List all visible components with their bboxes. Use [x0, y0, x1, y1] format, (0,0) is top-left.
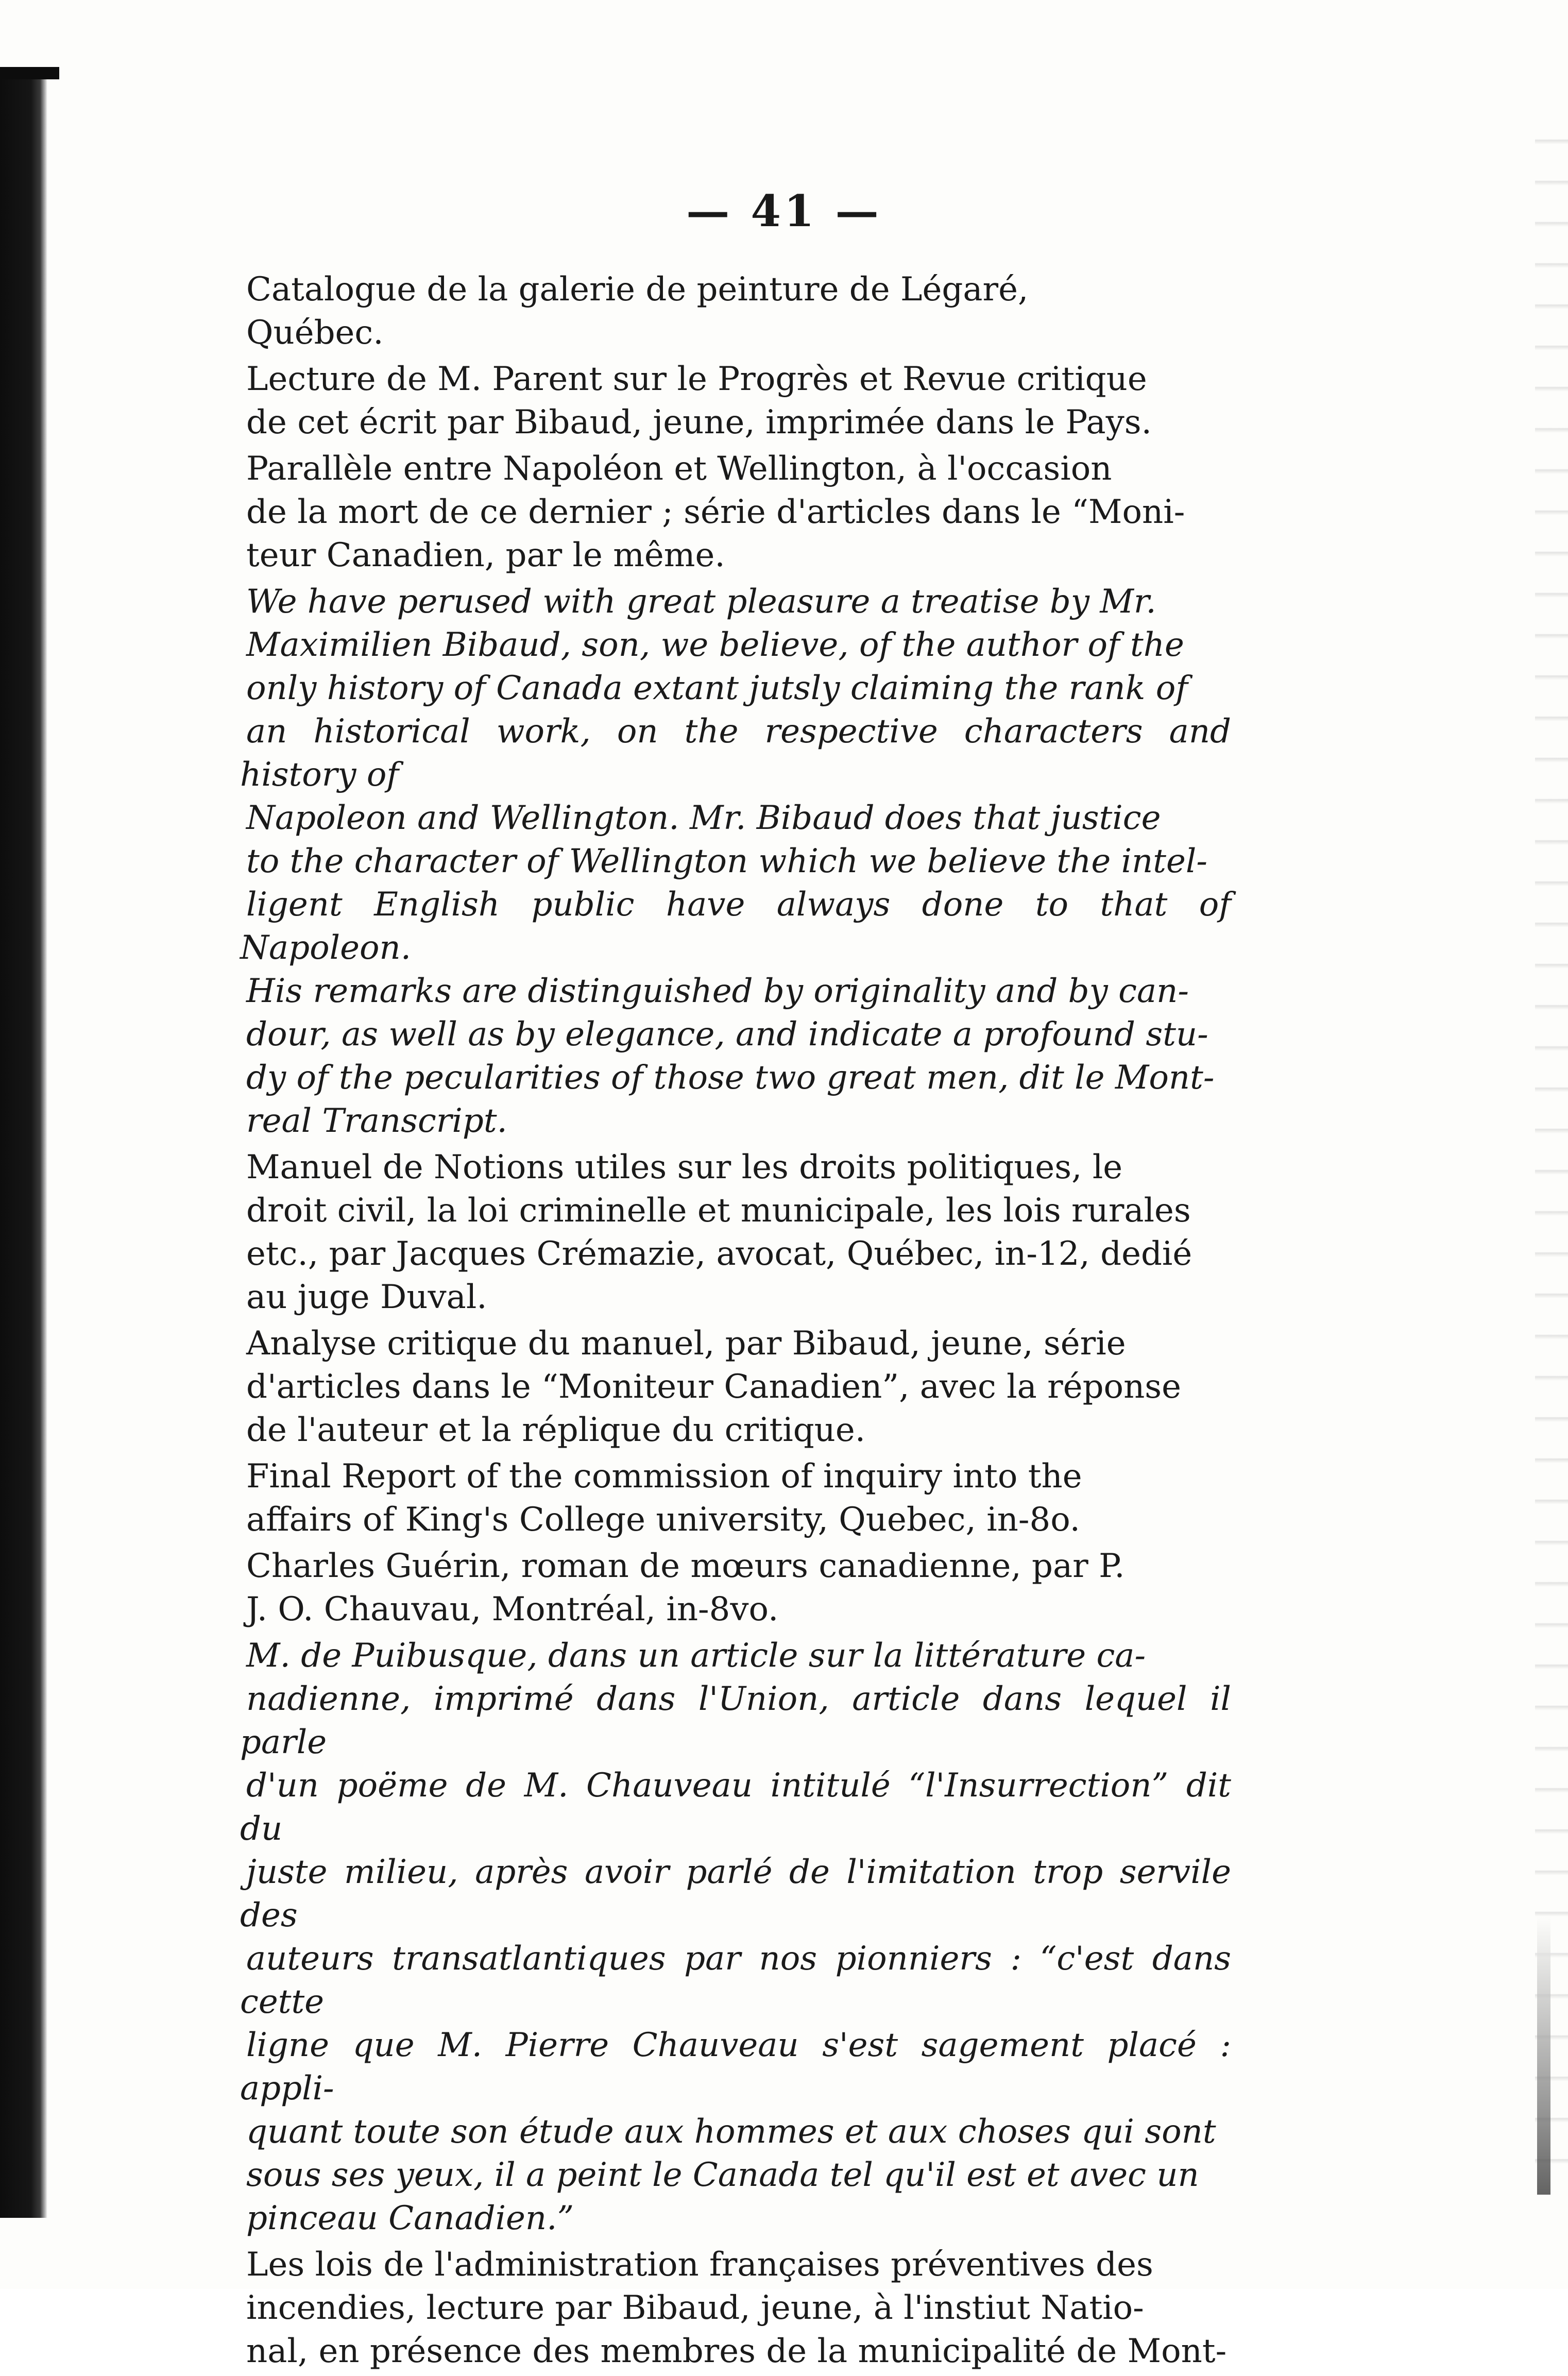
entry-4 — [240, 580, 1231, 1143]
entry-1-line-1: Catalogue de la galerie de peinture de Légaré, — [246, 270, 1029, 309]
entry-5-line-1: Manuel de Notions utiles sur les droits politiques, le — [246, 1148, 1123, 1186]
entry-9-line-3: d'un poëme de M. Chauveau intitulé “l'Insurrection” dit du — [240, 1767, 1231, 1848]
entry-4-line-6: to the character of Wellington which we believe the intel- — [246, 842, 1207, 880]
page-body — [240, 268, 1231, 2376]
left-binding-top-mark — [0, 67, 59, 79]
entry-9-line-1: M. de Puibusque, dans un article sur la littérature ca- — [246, 1637, 1146, 1675]
entry-1-line-2: Québec. — [246, 314, 384, 352]
entry-9-line-5: auteurs transatlantiques par nos pionniers : “c'est dans cette — [240, 1940, 1231, 2021]
entry-10-line-3: nal, en présence des membres de la municipalité de Mont- — [246, 2332, 1227, 2370]
entry-6-line-2: d'articles dans le “Moniteur Canadien”, avec la réponse — [246, 1368, 1181, 1406]
entry-2-line-2: de cet écrit par Bibaud, jeune, imprimée dans le Pays. — [246, 403, 1152, 442]
entry-5-line-3: etc., par Jacques Crémazie, avocat, Québec, in-12, dedié — [246, 1235, 1192, 1273]
entry-4-line-11: real Transcript. — [246, 1102, 507, 1140]
page-number: — 41 — — [686, 185, 882, 236]
entry-9-line-9: pinceau Canadien.” — [246, 2199, 574, 2237]
entry-4-line-2: Maximilien Bibaud, son, we believe, of the author of the — [246, 626, 1184, 664]
entry-7 — [246, 1455, 1231, 1541]
right-page-edge-shadow — [1537, 1916, 1550, 2195]
entry-4-line-9: dour, as well as by elegance, and indicate a profound stu- — [246, 1015, 1208, 1054]
entry-3-line-1: Parallèle entre Napoléon et Wellington, à l'occasion — [246, 450, 1112, 488]
entry-6-line-3: de l'auteur et la réplique du critique. — [246, 1411, 866, 1449]
entry-10-line-2: incendies, lecture par Bibaud, jeune, à l'instiut Natio- — [246, 2289, 1144, 2327]
entry-9-line-2: nadienne, imprimé dans l'Union, article dans lequel il parle — [240, 1680, 1231, 1761]
entry-7-line-2: affairs of King's College university, Quebec, in-8o. — [246, 1501, 1080, 1539]
entry-9-line-6: ligne que M. Pierre Chauveau s'est sagement placé : appli- — [240, 2026, 1231, 2108]
entry-4-line-3: only history of Canada extant jutsly claiming the rank of — [246, 669, 1188, 707]
right-page-edge — [1535, 103, 1568, 2164]
entry-7-line-1: Final Report of the commission of inquiry into the — [246, 1457, 1082, 1496]
entry-9-line-7: quant toute son étude aux hommes et aux choses qui sont — [246, 2113, 1216, 2151]
left-binding-edge — [0, 67, 47, 2218]
entry-4-line-10: dy of the pecularities of those two great men, dit le Mont- — [246, 1059, 1215, 1097]
entry-2-line-1: Lecture de M. Parent sur le Progrès et Revue critique — [246, 360, 1147, 398]
entry-8-line-2: J. O. Chauvau, Montréal, in-8vo. — [246, 1590, 779, 1628]
entry-4-line-8: His remarks are distinguished by originality and by can- — [246, 972, 1189, 1010]
entry-4-line-7: ligent English public have always done to that of Napoleon. — [240, 886, 1231, 967]
entry-6 — [246, 1322, 1231, 1452]
entry-5-line-4: au juge Duval. — [246, 1278, 487, 1316]
entry-3 — [246, 447, 1231, 577]
entry-4-line-5: Napoleon and Wellington. Mr. Bibaud does that justice — [246, 799, 1161, 837]
entry-4-line-4: an historical work, on the respective characters and history of — [240, 712, 1231, 794]
entry-1 — [246, 268, 1231, 354]
entry-8 — [246, 1545, 1231, 1631]
entry-4-line-1: We have perused with great pleasure a treatise by Mr. — [246, 583, 1156, 621]
entry-2 — [246, 358, 1231, 444]
entry-10-line-1: Les lois de l'administration françaises préventives des — [246, 2246, 1153, 2284]
entry-9 — [240, 1634, 1231, 2240]
entry-5 — [246, 1146, 1231, 1319]
entry-3-line-3: teur Canadien, par le même. — [246, 536, 725, 574]
entry-8-line-1: Charles Guérin, roman de mœurs canadienne, par P. — [246, 1547, 1125, 1585]
entry-9-line-4: juste milieu, après avoir parlé de l'imitation trop servile des — [240, 1853, 1231, 1934]
entry-9-line-8: sous ses yeux, il a peint le Canada tel qu'il est et avec un — [246, 2156, 1199, 2194]
entry-10 — [246, 2243, 1231, 2373]
entry-6-line-1: Analyse critique du manuel, par Bibaud, jeune, série — [246, 1325, 1126, 1363]
entry-3-line-2: de la mort de ce dernier ; série d'articles dans le “Moni- — [246, 493, 1185, 531]
entry-5-line-2: droit civil, la loi criminelle et municipale, les lois rurales — [246, 1192, 1191, 1230]
